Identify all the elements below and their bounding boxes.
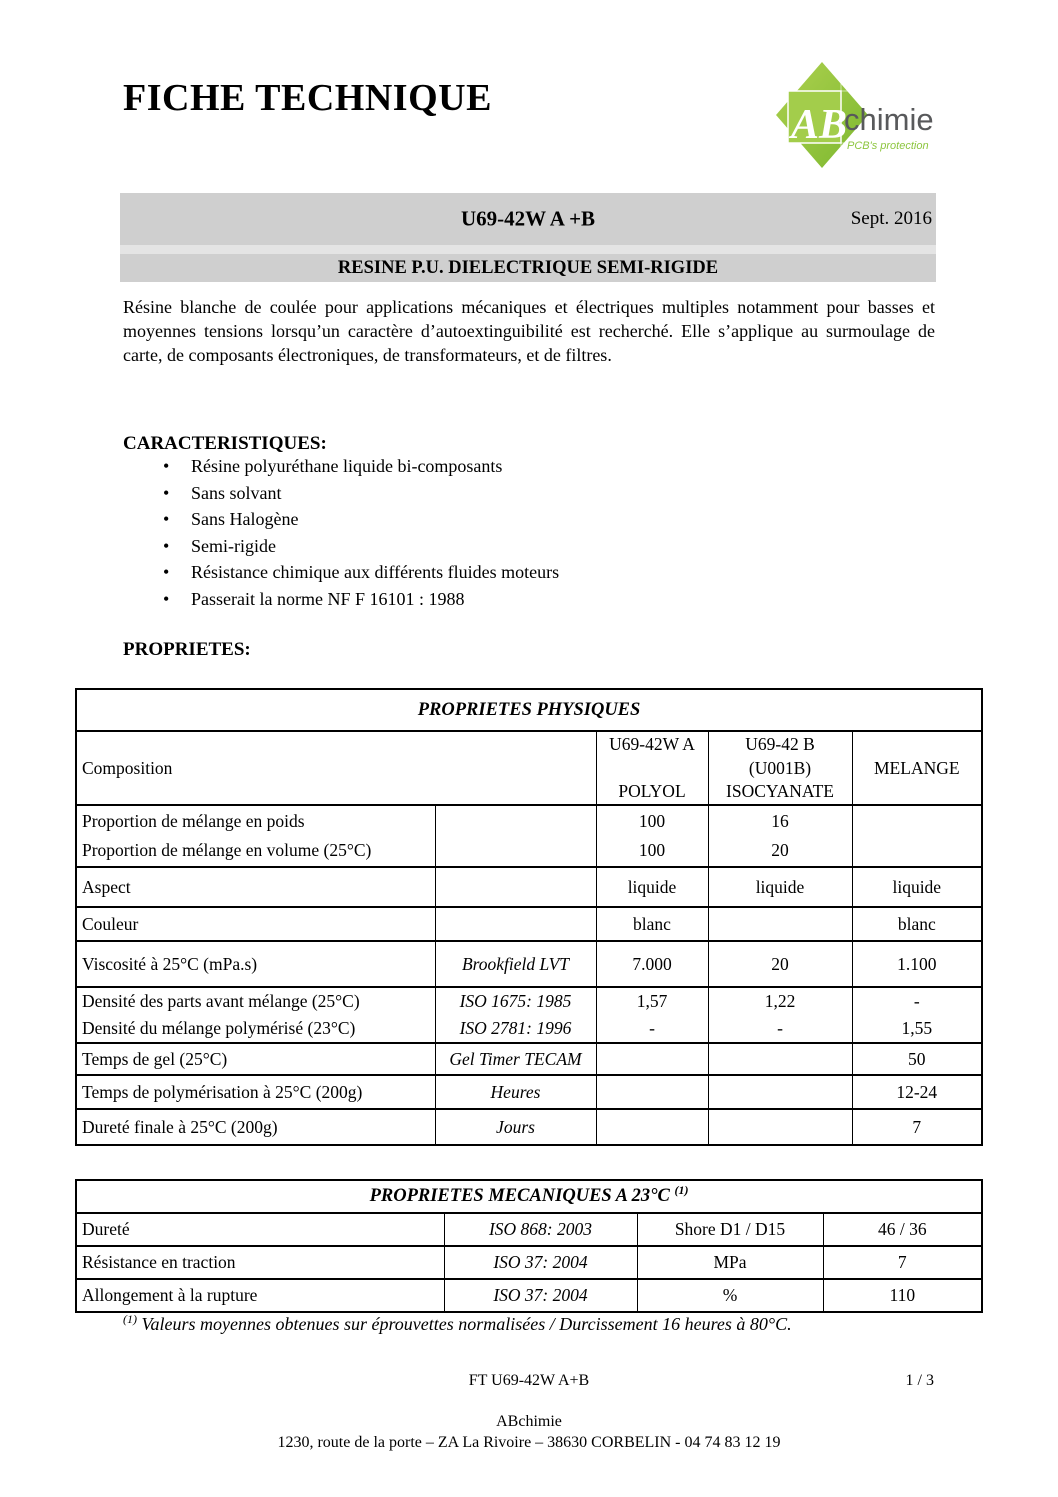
test-method: Brookfield LVT bbox=[435, 941, 596, 987]
mechanical-title-text: PROPRIETES MECANIQUES A 23°C bbox=[369, 1186, 675, 1206]
value: 12-24 bbox=[852, 1075, 982, 1109]
table-row bbox=[76, 867, 982, 907]
value: 16 bbox=[771, 811, 789, 831]
empty-cell bbox=[708, 1043, 852, 1075]
intro-paragraph: Résine blanche de coulée pour applications mécaniques et électriques multiples notamment pour basses et moyennes tensions lorsqu’un caractère d’autoextinguibilité est recherché. Elle s’applique au surmoulage de carte, de composants électroniques, de transformateurs, et de filtres. bbox=[123, 297, 935, 365]
value: 100 bbox=[638, 840, 666, 860]
column-header-melange: MELANGE bbox=[852, 731, 982, 805]
composition-label: Composition bbox=[76, 731, 596, 805]
unit: % bbox=[637, 1279, 823, 1312]
list-item: • Semi-rigide bbox=[163, 536, 559, 556]
col-b-product: U69-42 B bbox=[745, 734, 815, 754]
physical-properties-table bbox=[75, 688, 983, 1146]
durete-finale-label: Dureté finale à 25°C (200g) bbox=[76, 1109, 435, 1145]
densite-polymerise-label: Densité du mélange polymérisé (23°C) bbox=[82, 1018, 356, 1038]
densite-labels bbox=[76, 987, 435, 1043]
value: 1,57 bbox=[636, 991, 668, 1011]
table-row bbox=[76, 689, 982, 731]
table-row bbox=[76, 1279, 982, 1312]
value: - bbox=[649, 1018, 655, 1038]
proportion-volume-label: Proportion de mélange en volume (25°C) bbox=[82, 840, 372, 860]
column-header-polyol bbox=[596, 731, 708, 805]
table-row bbox=[76, 1213, 982, 1246]
empty-cell bbox=[435, 867, 596, 907]
test-method: Heures bbox=[435, 1075, 596, 1109]
footer-doc-ref: FT U69-42W A+B bbox=[468, 1372, 590, 1389]
value: 7 bbox=[852, 1109, 982, 1145]
viscosite-label: Viscosité à 25°C (mPa.s) bbox=[76, 941, 435, 987]
footnote-marker: (1) bbox=[123, 1312, 137, 1326]
empty-cell bbox=[435, 907, 596, 941]
unit: Shore D1 / D15 bbox=[637, 1213, 823, 1246]
value: 20 bbox=[771, 840, 789, 860]
test-method-line: ISO 2781: 1996 bbox=[459, 1018, 572, 1038]
densite-avant-label: Densité des parts avant mélange (25°C) bbox=[82, 991, 360, 1011]
list-item: • Passerait la norme NF F 16101 : 1988 bbox=[163, 589, 559, 609]
value: 20 bbox=[708, 941, 852, 987]
value: 50 bbox=[852, 1043, 982, 1075]
aspect-label: Aspect bbox=[76, 867, 435, 907]
value: 1,55 bbox=[901, 1018, 933, 1038]
gel-label: Temps de gel (25°C) bbox=[76, 1043, 435, 1075]
value: - bbox=[913, 991, 920, 1011]
allongement-label: Allongement à la rupture bbox=[76, 1279, 444, 1312]
empty-cell bbox=[708, 907, 852, 941]
page-title: FICHE TECHNIQUE bbox=[123, 77, 492, 119]
densite-isocyanate-values bbox=[708, 987, 852, 1043]
proportion-labels bbox=[76, 805, 435, 867]
value: liquide bbox=[708, 867, 852, 907]
value: liquide bbox=[852, 867, 982, 907]
empty-cell bbox=[596, 1109, 708, 1145]
product-banner bbox=[120, 193, 936, 282]
proportion-isocyanate-values bbox=[708, 805, 852, 867]
test-method bbox=[435, 987, 596, 1043]
proportion-poids-label: Proportion de mélange en poids bbox=[82, 811, 305, 831]
proportion-polyol-values bbox=[596, 805, 708, 867]
test-method: ISO 868: 2003 bbox=[444, 1213, 637, 1246]
empty-cell bbox=[708, 1109, 852, 1145]
caracteristiques-list bbox=[163, 456, 559, 615]
product-subtitle: RESINE P.U. DIELECTRIQUE SEMI-RIGIDE bbox=[120, 254, 936, 282]
densite-melange-values bbox=[852, 987, 982, 1043]
mechanical-properties-table bbox=[75, 1179, 983, 1313]
abchimie-logo bbox=[758, 56, 973, 181]
footer-page-number: 1 / 3 bbox=[905, 1372, 934, 1389]
footnote-marker: (1) bbox=[674, 1182, 689, 1197]
test-method: ISO 37: 2004 bbox=[444, 1246, 637, 1279]
logo-brand-text: chimie bbox=[844, 102, 934, 137]
table-row bbox=[76, 987, 982, 1043]
col-b-type: ISOCYANATE bbox=[726, 781, 834, 801]
col-b-code: (U001B) bbox=[748, 757, 812, 778]
value: - bbox=[777, 1018, 783, 1038]
list-item: • Sans solvant bbox=[163, 483, 559, 503]
table-row bbox=[76, 805, 982, 867]
table-row bbox=[76, 731, 982, 805]
test-method: Jours bbox=[435, 1109, 596, 1145]
table-row bbox=[76, 1246, 982, 1279]
value: 1,22 bbox=[764, 991, 796, 1011]
empty-cell bbox=[596, 1043, 708, 1075]
caracteristiques-heading: CARACTERISTIQUES: bbox=[123, 433, 327, 454]
table-row bbox=[76, 1109, 982, 1145]
polymerisation-label: Temps de polymérisation à 25°C (200g) bbox=[76, 1075, 435, 1109]
empty-cell bbox=[852, 805, 982, 867]
proprietes-heading: PROPRIETES: bbox=[123, 639, 251, 660]
physical-table-title: PROPRIETES PHYSIQUES bbox=[76, 689, 982, 731]
banner-divider bbox=[120, 245, 936, 254]
test-method: Gel Timer TECAM bbox=[435, 1043, 596, 1075]
revision-date: Sept. 2016 bbox=[850, 208, 932, 229]
logo-tagline: PCB's protection bbox=[847, 140, 929, 152]
empty-cell bbox=[596, 1075, 708, 1109]
value: 46 / 36 bbox=[823, 1213, 982, 1246]
footer-address: 1230, route de la porte – ZA La Rivoire – 38630 CORBELIN - 04 74 83 12 19 bbox=[277, 1434, 781, 1451]
value: 110 bbox=[823, 1279, 982, 1312]
value: 100 bbox=[638, 811, 666, 831]
test-method: ISO 37: 2004 bbox=[444, 1279, 637, 1312]
empty-cell bbox=[708, 1075, 852, 1109]
col-a-type: POLYOL bbox=[618, 781, 686, 801]
unit: MPa bbox=[637, 1246, 823, 1279]
table-row bbox=[76, 1075, 982, 1109]
couleur-label: Couleur bbox=[76, 907, 435, 941]
col-a-product: U69-42W A bbox=[609, 734, 695, 754]
table-footnote bbox=[123, 1314, 792, 1335]
logo-monogram: AB bbox=[791, 102, 848, 148]
value: 1.100 bbox=[852, 941, 982, 987]
durete-label: Dureté bbox=[76, 1213, 444, 1246]
table-row bbox=[76, 941, 982, 987]
traction-label: Résistance en traction bbox=[76, 1246, 444, 1279]
densite-polyol-values bbox=[596, 987, 708, 1043]
mechanical-table-title bbox=[76, 1180, 982, 1213]
value: 7 bbox=[823, 1246, 982, 1279]
list-item: • Résine polyuréthane liquide bi-composants bbox=[163, 456, 559, 476]
list-item: • Résistance chimique aux différents fluides moteurs bbox=[163, 562, 559, 582]
column-header-isocyanate bbox=[708, 731, 852, 805]
table-row bbox=[76, 1043, 982, 1075]
table-row bbox=[76, 907, 982, 941]
footer-company: ABchimie bbox=[496, 1413, 562, 1430]
empty-cell bbox=[435, 805, 596, 867]
list-item: • Sans Halogène bbox=[163, 509, 559, 529]
product-name: U69-42W A +B bbox=[460, 206, 596, 231]
product-banner-top bbox=[120, 193, 936, 245]
test-method-line: ISO 1675: 1985 bbox=[459, 991, 572, 1011]
table-row bbox=[76, 1180, 982, 1213]
footnote-text: Valeurs moyennes obtenues sur éprouvettes normalisées / Durcissement 16 heures à 80°C. bbox=[137, 1314, 792, 1334]
value: blanc bbox=[852, 907, 982, 941]
value: 7.000 bbox=[596, 941, 708, 987]
value: blanc bbox=[596, 907, 708, 941]
value: liquide bbox=[596, 867, 708, 907]
